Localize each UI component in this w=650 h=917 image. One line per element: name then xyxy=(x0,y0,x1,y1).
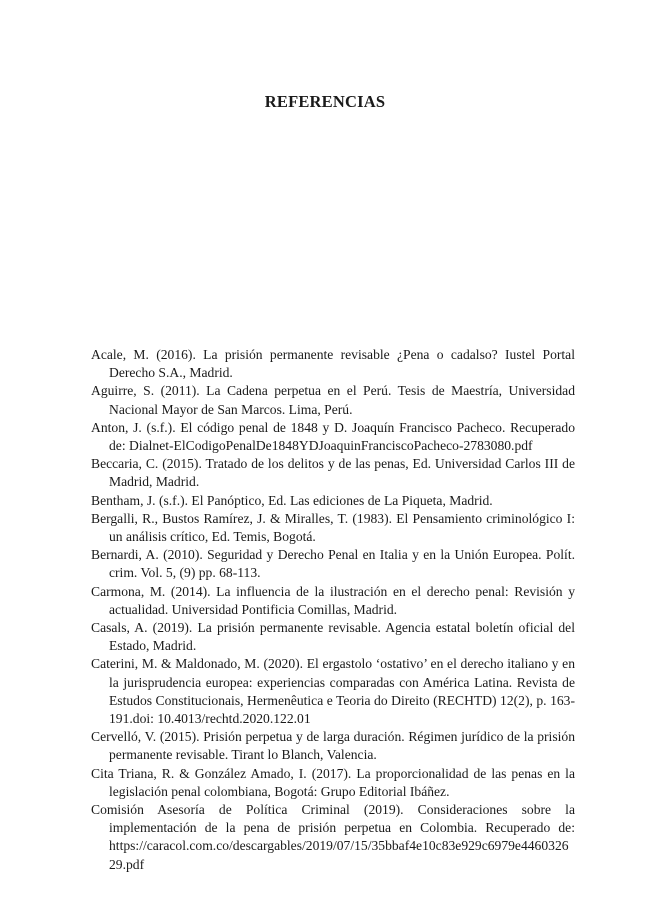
reference-entry: Bergalli, R., Bustos Ramírez, J. & Miralles, T. (1983). El Pensamiento criminológico I: un análisis crítico, Ed. Temis, Bogotá. xyxy=(91,510,575,545)
reference-entry: Beccaria, C. (2015). Tratado de los delitos y de las penas, Ed. Universidad Carlos III de Madrid, Madrid. xyxy=(91,456,575,490)
reference-entry: Comisión Asesoría de Política Criminal (2019). Consideraciones sobre la implementación de la pena de prisión perpetua en Colombia. Recuperado de: https://caracol.com.co/descargables/2019/07/15/35bbaf4e10c83e929c6979e446032629.pdf xyxy=(91,802,575,872)
reference-entry: Bentham, J. (s.f.). El Panóptico, Ed. Las ediciones de La Piqueta, Madrid. xyxy=(91,492,493,508)
reference-list xyxy=(91,346,575,874)
reference-entry: Anton, J. (s.f.). El código penal de 1848 y D. Joaquín Francisco Pacheco. Recuperado de: Dialnet-ElCodigoPenalDe1848YDJoaquinFranciscoPacheco-2783080.pdf xyxy=(91,419,575,454)
reference-entry: Cita Triana, R. & González Amado, I. (2017). La proporcionalidad de las penas en la legislación penal colombiana, Bogotá: Grupo Editorial Ibáñez. xyxy=(91,765,575,799)
reference-entry: Aguirre, S. (2011). La Cadena perpetua en el Perú. Tesis de Maestría, Universidad Nacional Mayor de San Marcos. Lima, Perú. xyxy=(91,383,575,417)
reference-entry: Carmona, M. (2014). La influencia de la ilustración en el derecho penal: Revisión y actualidad. Universidad Pontificia Comillas, Madrid. xyxy=(91,583,575,617)
reference-entry: Caterini, M. & Maldonado, M. (2020). El ergastolo ‘ostativo’ en el derecho italiano y en la jurisprudencia europea: experiencias comparadas con América Latina. Revista de Estudos Constitucionais, Hermenêutica e Teoria do Direito (RECHTD) 12(2), p. 163-191.doi: 10.4013/rechtd.2020.122.01 xyxy=(91,656,575,727)
reference-entry: Bernardi, A. (2010). Seguridad y Derecho Penal en Italia y en la Unión Europea. Polít. crim. Vol. 5, (9) pp. 68-113. xyxy=(91,547,575,581)
reference-entry: Cervelló, V. (2015). Prisión perpetua y de larga duración. Régimen jurídico de la prisión permanente revisable. Tirant lo Blanch, Valencia. xyxy=(91,729,575,763)
reference-entry: Casals, A. (2019). La prisión permanente revisable. Agencia estatal boletín oficial del Estado, Madrid. xyxy=(91,620,575,654)
reference-entry: Acale, M. (2016). La prisión permanente revisable ¿Pena o cadalso? Iustel Portal Derecho S.A., Madrid. xyxy=(91,347,575,381)
page-title: REFERENCIAS xyxy=(264,92,386,111)
